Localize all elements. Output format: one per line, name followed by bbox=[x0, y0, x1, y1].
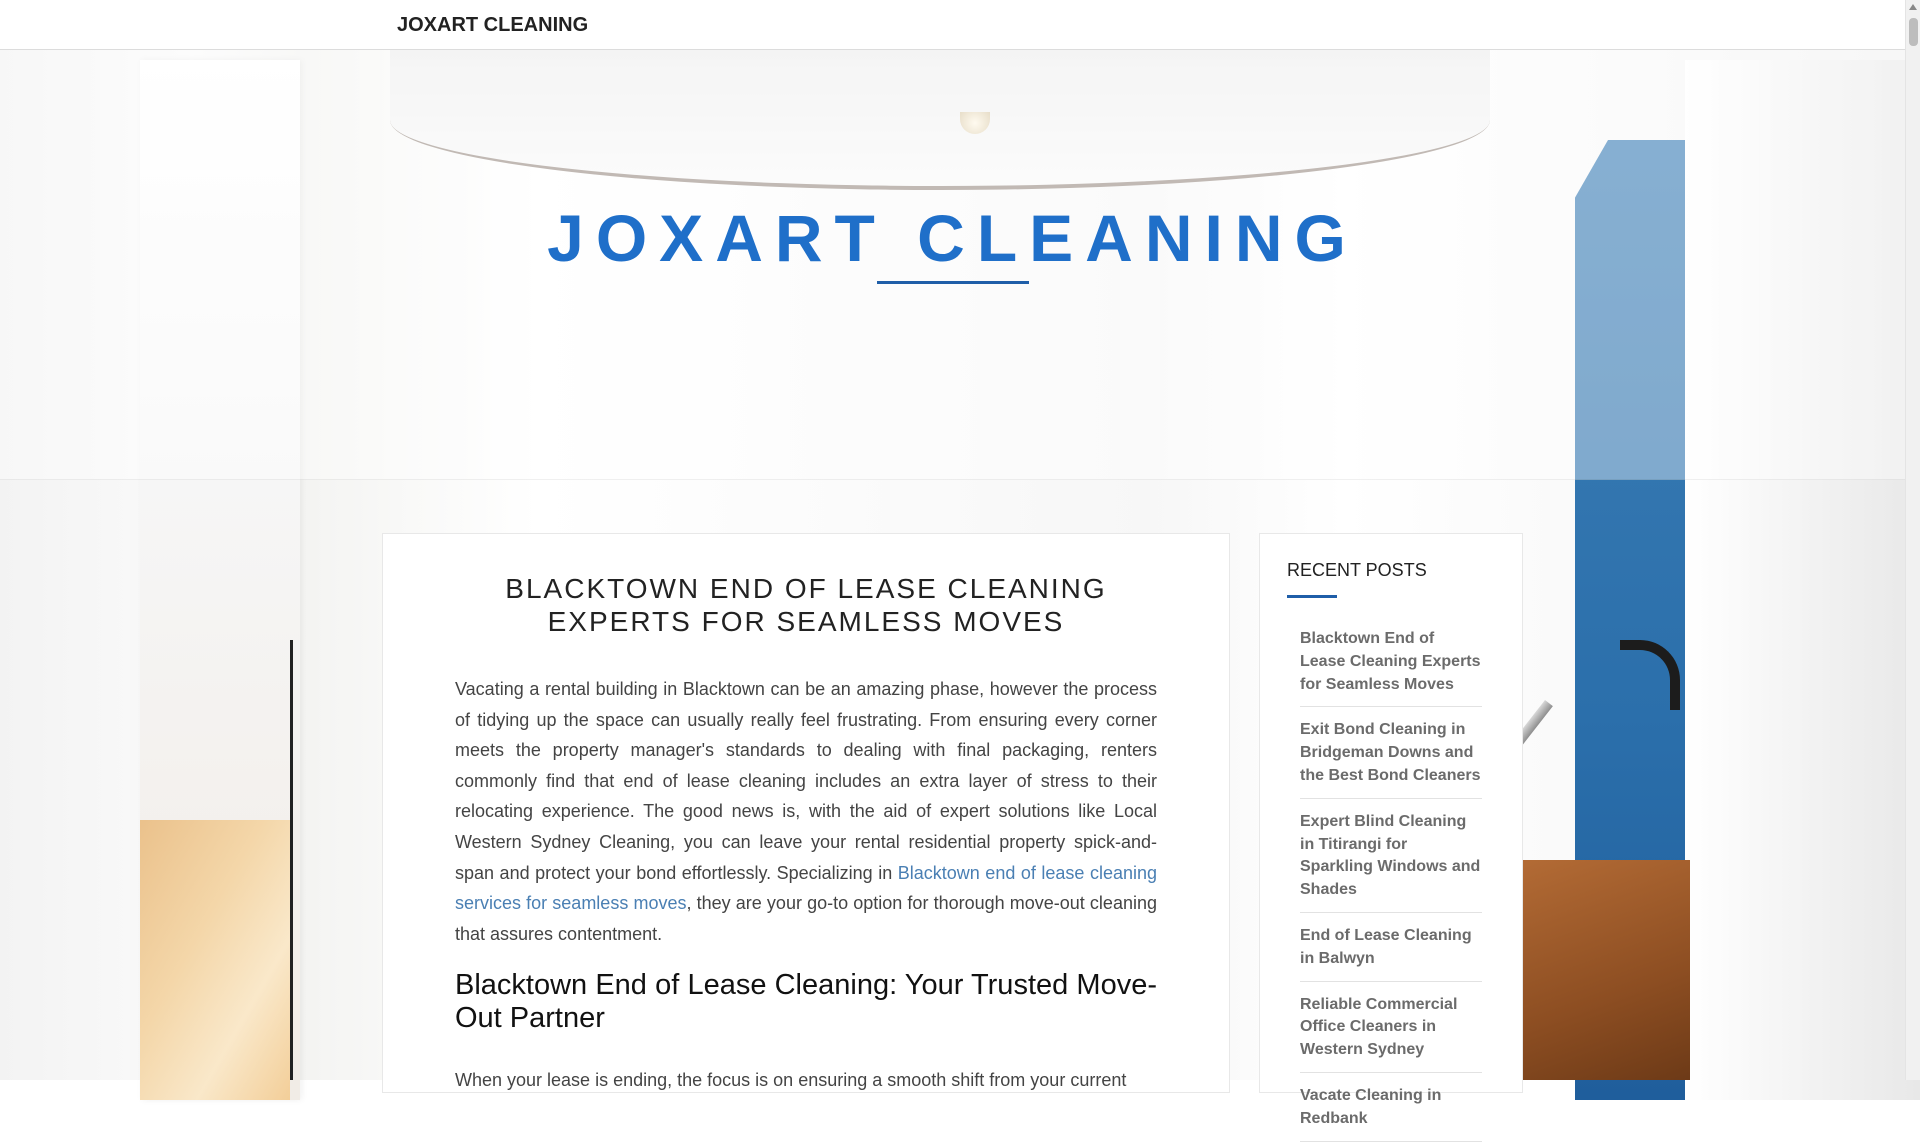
page-scrollbar[interactable] bbox=[1905, 0, 1920, 1080]
sidebar-widget-title: RECENT POSTS bbox=[1287, 560, 1427, 580]
post-intro-link[interactable]: Blacktown end of lease cleaning services for seamless moves bbox=[455, 862, 1157, 914]
background-wood-floor bbox=[1520, 860, 1690, 1080]
recent-post-link[interactable]: End of Lease Cleaning in Balwyn bbox=[1300, 926, 1472, 967]
background-cable bbox=[290, 640, 293, 1080]
recent-post-item bbox=[1300, 919, 1482, 982]
main-content-card bbox=[382, 533, 1230, 1093]
background-left-floor bbox=[140, 820, 290, 1100]
recent-post-link[interactable]: Exit Bond Cleaning in Bridgeman Downs and the Best Bond Cleaners bbox=[1300, 721, 1481, 784]
recent-post-link[interactable]: Reliable Commercial Office Cleaners in Western Sydney bbox=[1300, 995, 1458, 1059]
top-navbar bbox=[0, 0, 1905, 50]
site-title-link[interactable]: JOXART CLEANING bbox=[547, 201, 1358, 275]
scroll-up-arrow-icon[interactable] bbox=[1909, 4, 1917, 10]
post-second-paragraph: When your lease is ending, the focus is on ensuring a smooth shift from your current bbox=[455, 1070, 1127, 1091]
recent-post-link[interactable]: Expert Blind Cleaning in Titirangi for Sparkling Windows and Shades bbox=[1300, 812, 1481, 899]
recent-post-item bbox=[1300, 622, 1482, 707]
sidebar-widget-underline bbox=[1287, 595, 1337, 598]
scrollbar-thumb[interactable] bbox=[1909, 18, 1918, 46]
recent-post-link[interactable]: Vacate Cleaning in Redbank bbox=[1300, 1086, 1442, 1127]
recent-post-item bbox=[1300, 713, 1482, 798]
recent-posts-list bbox=[1300, 622, 1482, 1142]
navbar-brand-link[interactable]: JOXART CLEANING bbox=[397, 14, 589, 36]
post-title: BLACKTOWN END OF LEASE CLEANING EXPERTS FOR SEAMLESS MOVES bbox=[505, 573, 1107, 637]
hero-header bbox=[0, 50, 1905, 480]
recent-post-item bbox=[1300, 805, 1482, 913]
site-title-underline bbox=[877, 281, 1029, 284]
recent-post-item bbox=[1300, 1079, 1482, 1142]
recent-post-link[interactable]: Blacktown End of Lease Cleaning Experts for Seamless Moves bbox=[1300, 630, 1481, 693]
post-intro-text: Vacating a rental building in Blacktown can be an amazing phase, however the process of tidying up the space can usually really feel frustrating. From ensuring every corner meets the property manager's standards to dealing with final packaging, renters commonly find that end of lease cleaning includes an extra layer of stress to their relocating experience. The good news is, with the aid of expert solutions like Local Western Sydney Cleaning, you can leave your rental residential property spick-and-span and protect your bond effortlessly. Specializing in bbox=[455, 679, 1157, 883]
sidebar-recent-posts bbox=[1259, 533, 1523, 1127]
recent-post-item bbox=[1300, 988, 1482, 1073]
post-subheading: Blacktown End of Lease Cleaning: Your Trusted Move-Out Partner bbox=[455, 969, 1157, 1035]
post-intro-text-after: , they are your go-to option for thorough move-out cleaning that assures contentment. bbox=[455, 893, 1157, 944]
post-intro-paragraph bbox=[455, 674, 1157, 949]
